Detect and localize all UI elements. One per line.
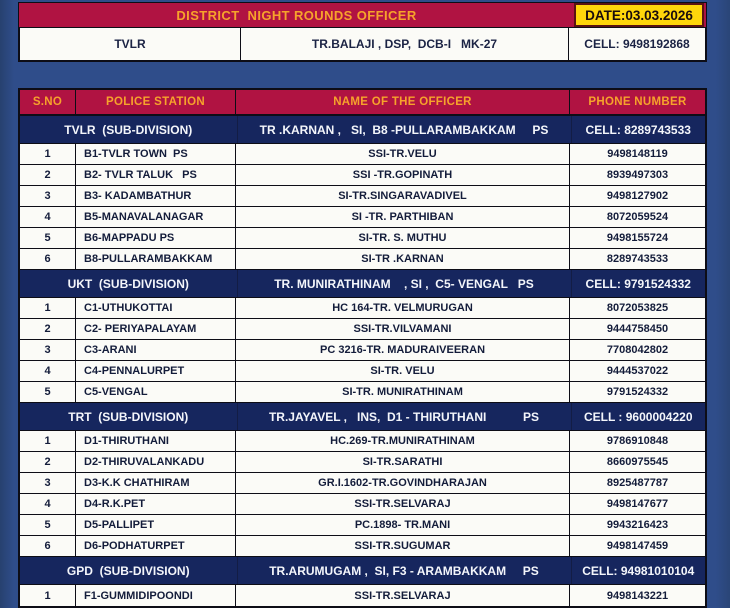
table-row: [20, 228, 705, 249]
row-officer: SI-TR. S. MUTHU: [236, 228, 570, 248]
row-phone: 9498155724: [606, 232, 669, 244]
row-sno: 4: [20, 207, 76, 227]
table-row: [20, 144, 705, 165]
subdivision-name: TRT (SUB-DIVISION): [20, 403, 238, 430]
table-row: [20, 536, 705, 557]
row-station: B2- TVLR TALUK PS: [76, 165, 236, 185]
duty-officer-row: [18, 28, 707, 62]
table-header-row: [20, 90, 705, 116]
col-header-phone: PHONE NUMBER: [588, 96, 687, 108]
row-station: D1-THIRUTHANI: [76, 431, 236, 451]
table-row: [20, 207, 705, 228]
row-sno: 5: [20, 515, 76, 535]
table-row: [20, 319, 705, 340]
subdivision-officer: TR.JAYAVEL , INS, D1 - THIRUTHANI PS: [238, 403, 572, 430]
duty-officer-name: TR.BALAJI , DSP, DCB-I MK-27: [241, 28, 569, 60]
row-officer: SI-TR.SINGARAVADIVEL: [236, 186, 570, 206]
table-row: [20, 165, 705, 186]
row-station: D6-PODHATURPET: [76, 536, 236, 556]
row-station: D4-R.K.PET: [76, 494, 236, 514]
subdivision-name: UKT (SUB-DIVISION): [20, 270, 238, 297]
row-sno: 4: [20, 494, 76, 514]
row-sno: 5: [20, 382, 76, 402]
subdivision-name: GPD (SUB-DIVISION): [20, 557, 238, 584]
subdivision-row-ukt: [20, 270, 705, 298]
row-officer: SI-TR.SARATHI: [236, 452, 570, 472]
col-header-station: POLICE STATION: [76, 90, 236, 114]
row-sno: 1: [20, 431, 76, 451]
subdivision-row-tvlr: [20, 116, 705, 144]
table-row: [20, 515, 705, 536]
row-phone: 8925487787: [606, 477, 669, 489]
row-phone: 9498147677: [606, 498, 669, 510]
row-officer: HC 164-TR. VELMURUGAN: [236, 298, 570, 318]
row-station: D2-THIRUVALANKADU: [76, 452, 236, 472]
table-row: [20, 382, 705, 403]
row-station: B5-MANAVALANAGAR: [76, 207, 236, 227]
row-sno: 3: [20, 186, 76, 206]
row-sno: 3: [20, 340, 76, 360]
row-phone: 8072053825: [606, 302, 669, 314]
row-officer: HC.269-TR.MUNIRATHINAM: [236, 431, 570, 451]
row-officer: SSI -TR.GOPINATH: [236, 165, 570, 185]
row-phone: 9786910848: [606, 435, 669, 447]
row-station: C5-VENGAL: [76, 382, 236, 402]
row-station: F1-GUMMIDIPOONDI: [76, 585, 236, 606]
subdivision-row-gpd: [20, 557, 705, 585]
row-officer: SI -TR. PARTHIBAN: [236, 207, 570, 227]
rounds-table: [18, 88, 707, 608]
row-sno: 2: [20, 165, 76, 185]
duty-officer-cell: CELL: 9498192868: [584, 37, 690, 51]
table-row: [20, 249, 705, 270]
row-sno: 2: [20, 319, 76, 339]
row-phone: 9498127902: [606, 190, 669, 202]
table-row: [20, 186, 705, 207]
table-row: [20, 494, 705, 515]
row-station: C4-PENNALURPET: [76, 361, 236, 381]
row-station: B8-PULLARAMBAKKAM: [76, 249, 236, 269]
row-sno: 6: [20, 249, 76, 269]
subdivision-officer: TR.ARUMUGAM , SI, F3 - ARAMBAKKAM PS: [238, 557, 572, 584]
row-officer: SSI-TR.VILVAMANI: [236, 319, 570, 339]
row-sno: 1: [20, 585, 76, 606]
row-phone: 9943216423: [606, 519, 669, 531]
row-phone: 9444537022: [606, 365, 669, 377]
row-officer: SI-TR. MUNIRATHINAM: [236, 382, 570, 402]
row-officer: GR.I.1602-TR.GOVINDHARAJAN: [236, 473, 570, 493]
row-station: B3- KADAMBATHUR: [76, 186, 236, 206]
row-officer: SI-TR. VELU: [236, 361, 570, 381]
row-station: B1-TVLR TOWN PS: [76, 144, 236, 164]
row-station: C3-ARANI: [76, 340, 236, 360]
row-phone: 8289743533: [606, 253, 669, 265]
table-row: [20, 361, 705, 382]
table-row: [20, 431, 705, 452]
date-badge: DATE:03.03.2026: [574, 3, 704, 27]
table-row: [20, 452, 705, 473]
subdivision-cell: CELL : 9600004220: [583, 409, 693, 424]
row-sno: 6: [20, 536, 76, 556]
subdivision-cell: CELL: 9791524332: [585, 276, 691, 291]
col-header-officer: NAME OF THE OFFICER: [236, 90, 570, 114]
row-phone: 8660975545: [606, 456, 669, 468]
row-officer: SSI-TR.SELVARAJ: [236, 494, 570, 514]
subdivision-cell: CELL: 94981010104: [582, 563, 695, 578]
table-row: [20, 473, 705, 494]
row-station: B6-MAPPADU PS: [76, 228, 236, 248]
row-officer: PC 3216-TR. MADURAIVEERAN: [236, 340, 570, 360]
row-station: C2- PERIYAPALAYAM: [76, 319, 236, 339]
row-phone: 9444758450: [606, 323, 669, 335]
row-phone: 9498148119: [607, 148, 668, 160]
row-officer: SSI-TR.VELU: [236, 144, 570, 164]
subdivision-officer: TR .KARNAN , SI, B8 -PULLARAMBAKKAM PS: [238, 116, 572, 143]
row-sno: 5: [20, 228, 76, 248]
page-title: DISTRICT NIGHT ROUNDS OFFICER: [176, 7, 417, 23]
row-phone: 9498143221: [606, 589, 669, 602]
roster-sheet: [18, 2, 707, 608]
row-sno: 1: [20, 144, 76, 164]
table-row: [20, 585, 705, 606]
row-phone: 8072059524: [606, 211, 669, 223]
row-phone: 9498147459: [606, 540, 669, 552]
subdivision-cell: CELL: 8289743533: [585, 122, 691, 137]
row-officer: PC.1898- TR.MANI: [236, 515, 570, 535]
row-officer: SI-TR .KARNAN: [236, 249, 570, 269]
row-officer: SSI-TR.SELVARAJ: [236, 585, 570, 606]
title-bar: [18, 2, 707, 28]
subdivision-name: TVLR (SUB-DIVISION): [20, 116, 238, 143]
row-station: D3-K.K CHATHIRAM: [76, 473, 236, 493]
table-row: [20, 340, 705, 361]
row-phone: 9791524332: [606, 386, 669, 398]
subdivision-row-trt: [20, 403, 705, 431]
table-row: [20, 298, 705, 319]
row-sno: 4: [20, 361, 76, 381]
row-phone: 7708042802: [606, 344, 669, 356]
duty-division: TVLR: [20, 28, 241, 60]
row-station: C1-UTHUKOTTAI: [76, 298, 236, 318]
subdivision-officer: TR. MUNIRATHINAM , SI , C5- VENGAL PS: [238, 270, 572, 297]
row-sno: 1: [20, 298, 76, 318]
row-officer: SSI-TR.SUGUMAR: [236, 536, 570, 556]
col-header-sno: S.NO: [20, 90, 76, 114]
row-phone: 8939497303: [606, 169, 669, 181]
row-sno: 2: [20, 452, 76, 472]
row-station: D5-PALLIPET: [76, 515, 236, 535]
row-sno: 3: [20, 473, 76, 493]
